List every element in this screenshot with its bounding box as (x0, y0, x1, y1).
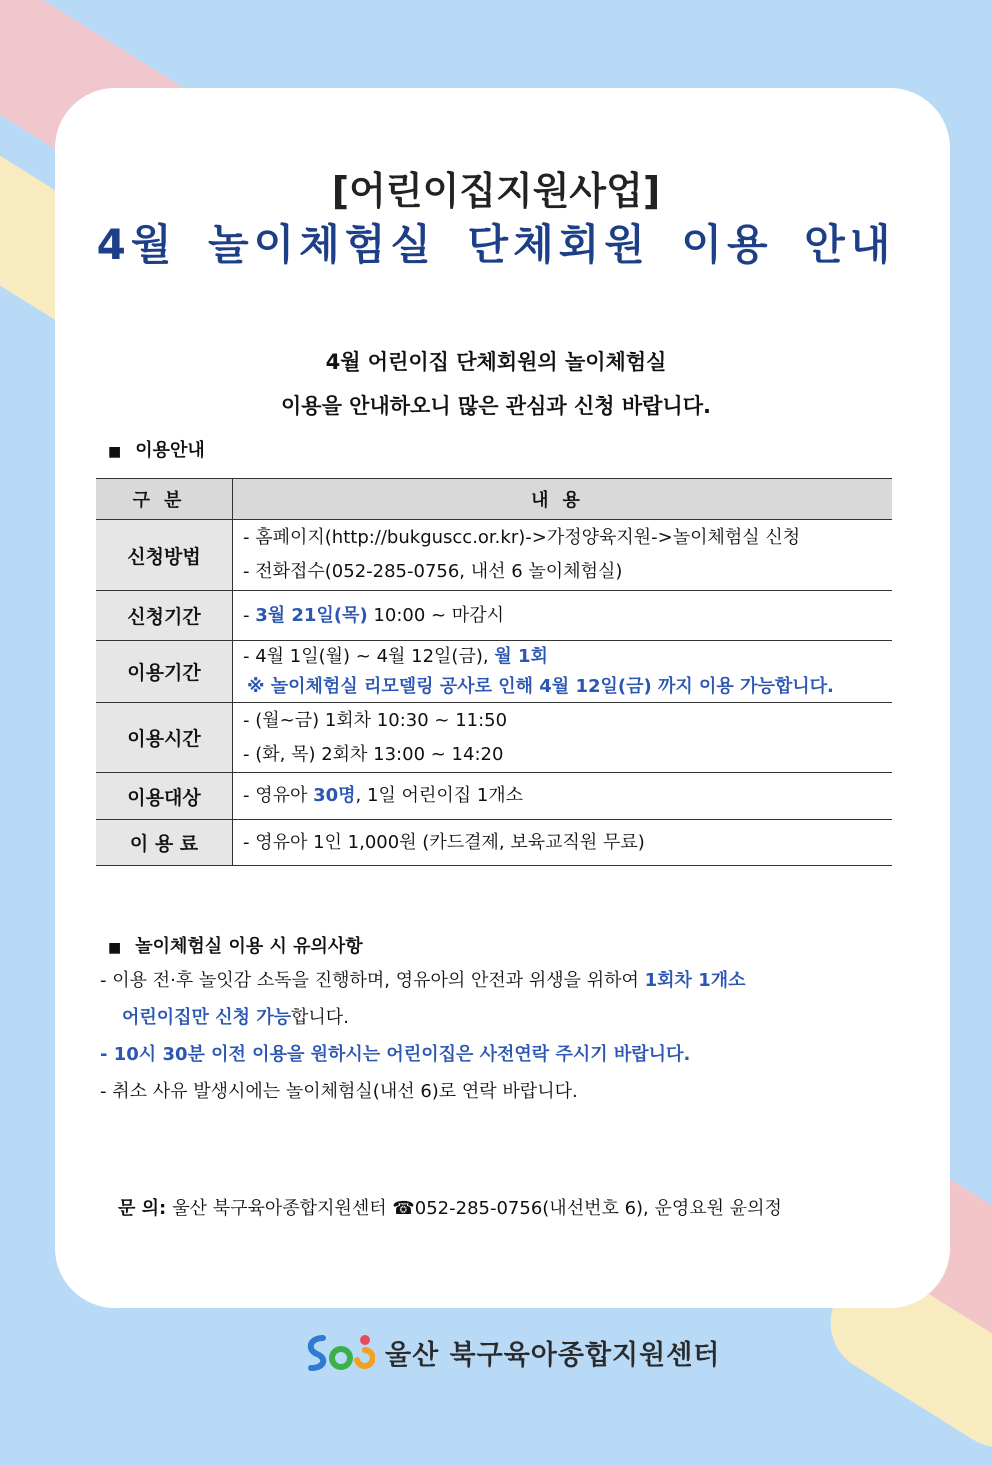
row-content-suffix: 10:00 ~ 마감시 (367, 604, 504, 626)
intro-line-1: 4월 어린이집 단체회원의 놀이체험실 (325, 350, 667, 374)
notice-list (100, 962, 746, 1110)
row-content-suffix: , 1일 어린이집 1개소 (355, 785, 524, 806)
table-row (96, 520, 892, 591)
row-content-notice: ※ 놀이체험실 리모델링 공사로 인해 4월 12일(금) 까지 이용 가능합니다. (247, 675, 834, 697)
row-label: 이용시간 (96, 703, 233, 773)
row-content-highlight: 30명 (313, 785, 356, 806)
row-content-line (243, 642, 892, 672)
row-content-prefix: - 영유아 (243, 785, 314, 806)
intro-line-2: 이용을 안내하오니 많은 관심과 신청 바랍니다. (281, 394, 711, 418)
row-content: - 영유아 1인 1,000원 (카드결제, 보육교직원 무료) (233, 820, 893, 866)
row-content (233, 641, 893, 703)
section-notice-title (108, 932, 363, 958)
row-label: 이 용 료 (96, 820, 233, 866)
table-row (96, 820, 892, 866)
row-content-highlight: 3월 21일(목) (255, 604, 368, 626)
square-bullet-icon: ■ (108, 444, 122, 460)
row-content (233, 591, 893, 641)
row-content-line: - 홈페이지(http://bukguscc.or.kr)->가정양육지원->놀이체험실 신청 (243, 527, 801, 548)
list-item: - 취소 사유 발생시에는 놀이체험실(내선 6)로 연락 바랍니다. (100, 1081, 578, 1102)
footer (305, 1330, 720, 1374)
row-content (233, 703, 893, 773)
contact-info (118, 1194, 782, 1220)
intro-text (0, 340, 992, 428)
list-item: - 10시 30분 이전 이용을 원하시는 어린이집은 사전연락 주시기 바랍니다. (100, 1044, 691, 1065)
page-supertitle: [어린이집지원사업] (331, 169, 661, 213)
notice-text: 합니다. (291, 1007, 349, 1028)
notice-highlight: 1회차 1개소 (644, 970, 746, 991)
list-item (100, 962, 746, 999)
section-usage-label: 이용안내 (135, 440, 205, 461)
usage-info-table (96, 478, 892, 866)
row-content (233, 773, 893, 820)
notice-text: - 이용 전·후 놀잇감 소독을 진행하며, 영유아의 안전과 위생을 위하여 (100, 970, 645, 991)
row-label: 이용대상 (96, 773, 233, 820)
row-content (233, 520, 893, 591)
row-content-line: - (화, 목) 2회차 13:00 ~ 14:20 (243, 743, 504, 765)
row-content-prefix: - (243, 604, 256, 626)
row-content-line: - (월~금) 1회차 10:30 ~ 11:50 (243, 709, 508, 731)
table-header-category: 구분 (96, 479, 233, 520)
notice-highlight: 어린이집만 신청 가능 (122, 1007, 292, 1028)
page-title: 4월 놀이체험실 단체회원 이용 안내 (96, 220, 896, 269)
center-name: 울산 북구육아종합지원센터 (385, 1339, 721, 1371)
square-bullet-icon: ■ (108, 940, 122, 956)
list-item (100, 999, 746, 1036)
table-row (96, 773, 892, 820)
center-logo-icon (305, 1330, 375, 1374)
table-header-content: 내용 (233, 479, 893, 520)
table-row (96, 641, 892, 703)
row-label: 신청방법 (96, 520, 233, 591)
row-content-line: - 전화접수(052-285-0756, 내선 6 놀이체험실) (243, 561, 623, 582)
table-header-row (96, 479, 892, 520)
contact-label: 문 의: (118, 1198, 167, 1219)
section-usage-title (108, 436, 205, 462)
row-label: 신청기간 (96, 591, 233, 641)
row-content-prefix: - 4월 1일(월) ~ 4월 12일(금), (243, 645, 495, 667)
table-row (96, 703, 892, 773)
section-notice-label: 놀이체험실 이용 시 유의사항 (135, 936, 363, 957)
row-label: 이용기간 (96, 641, 233, 703)
table-row (96, 591, 892, 641)
row-content-highlight: 월 1회 (494, 645, 548, 667)
contact-text: 울산 북구육아종합지원센터 ☎052-285-0756(내선번호 6), 운영요원 윤의정 (172, 1198, 782, 1219)
